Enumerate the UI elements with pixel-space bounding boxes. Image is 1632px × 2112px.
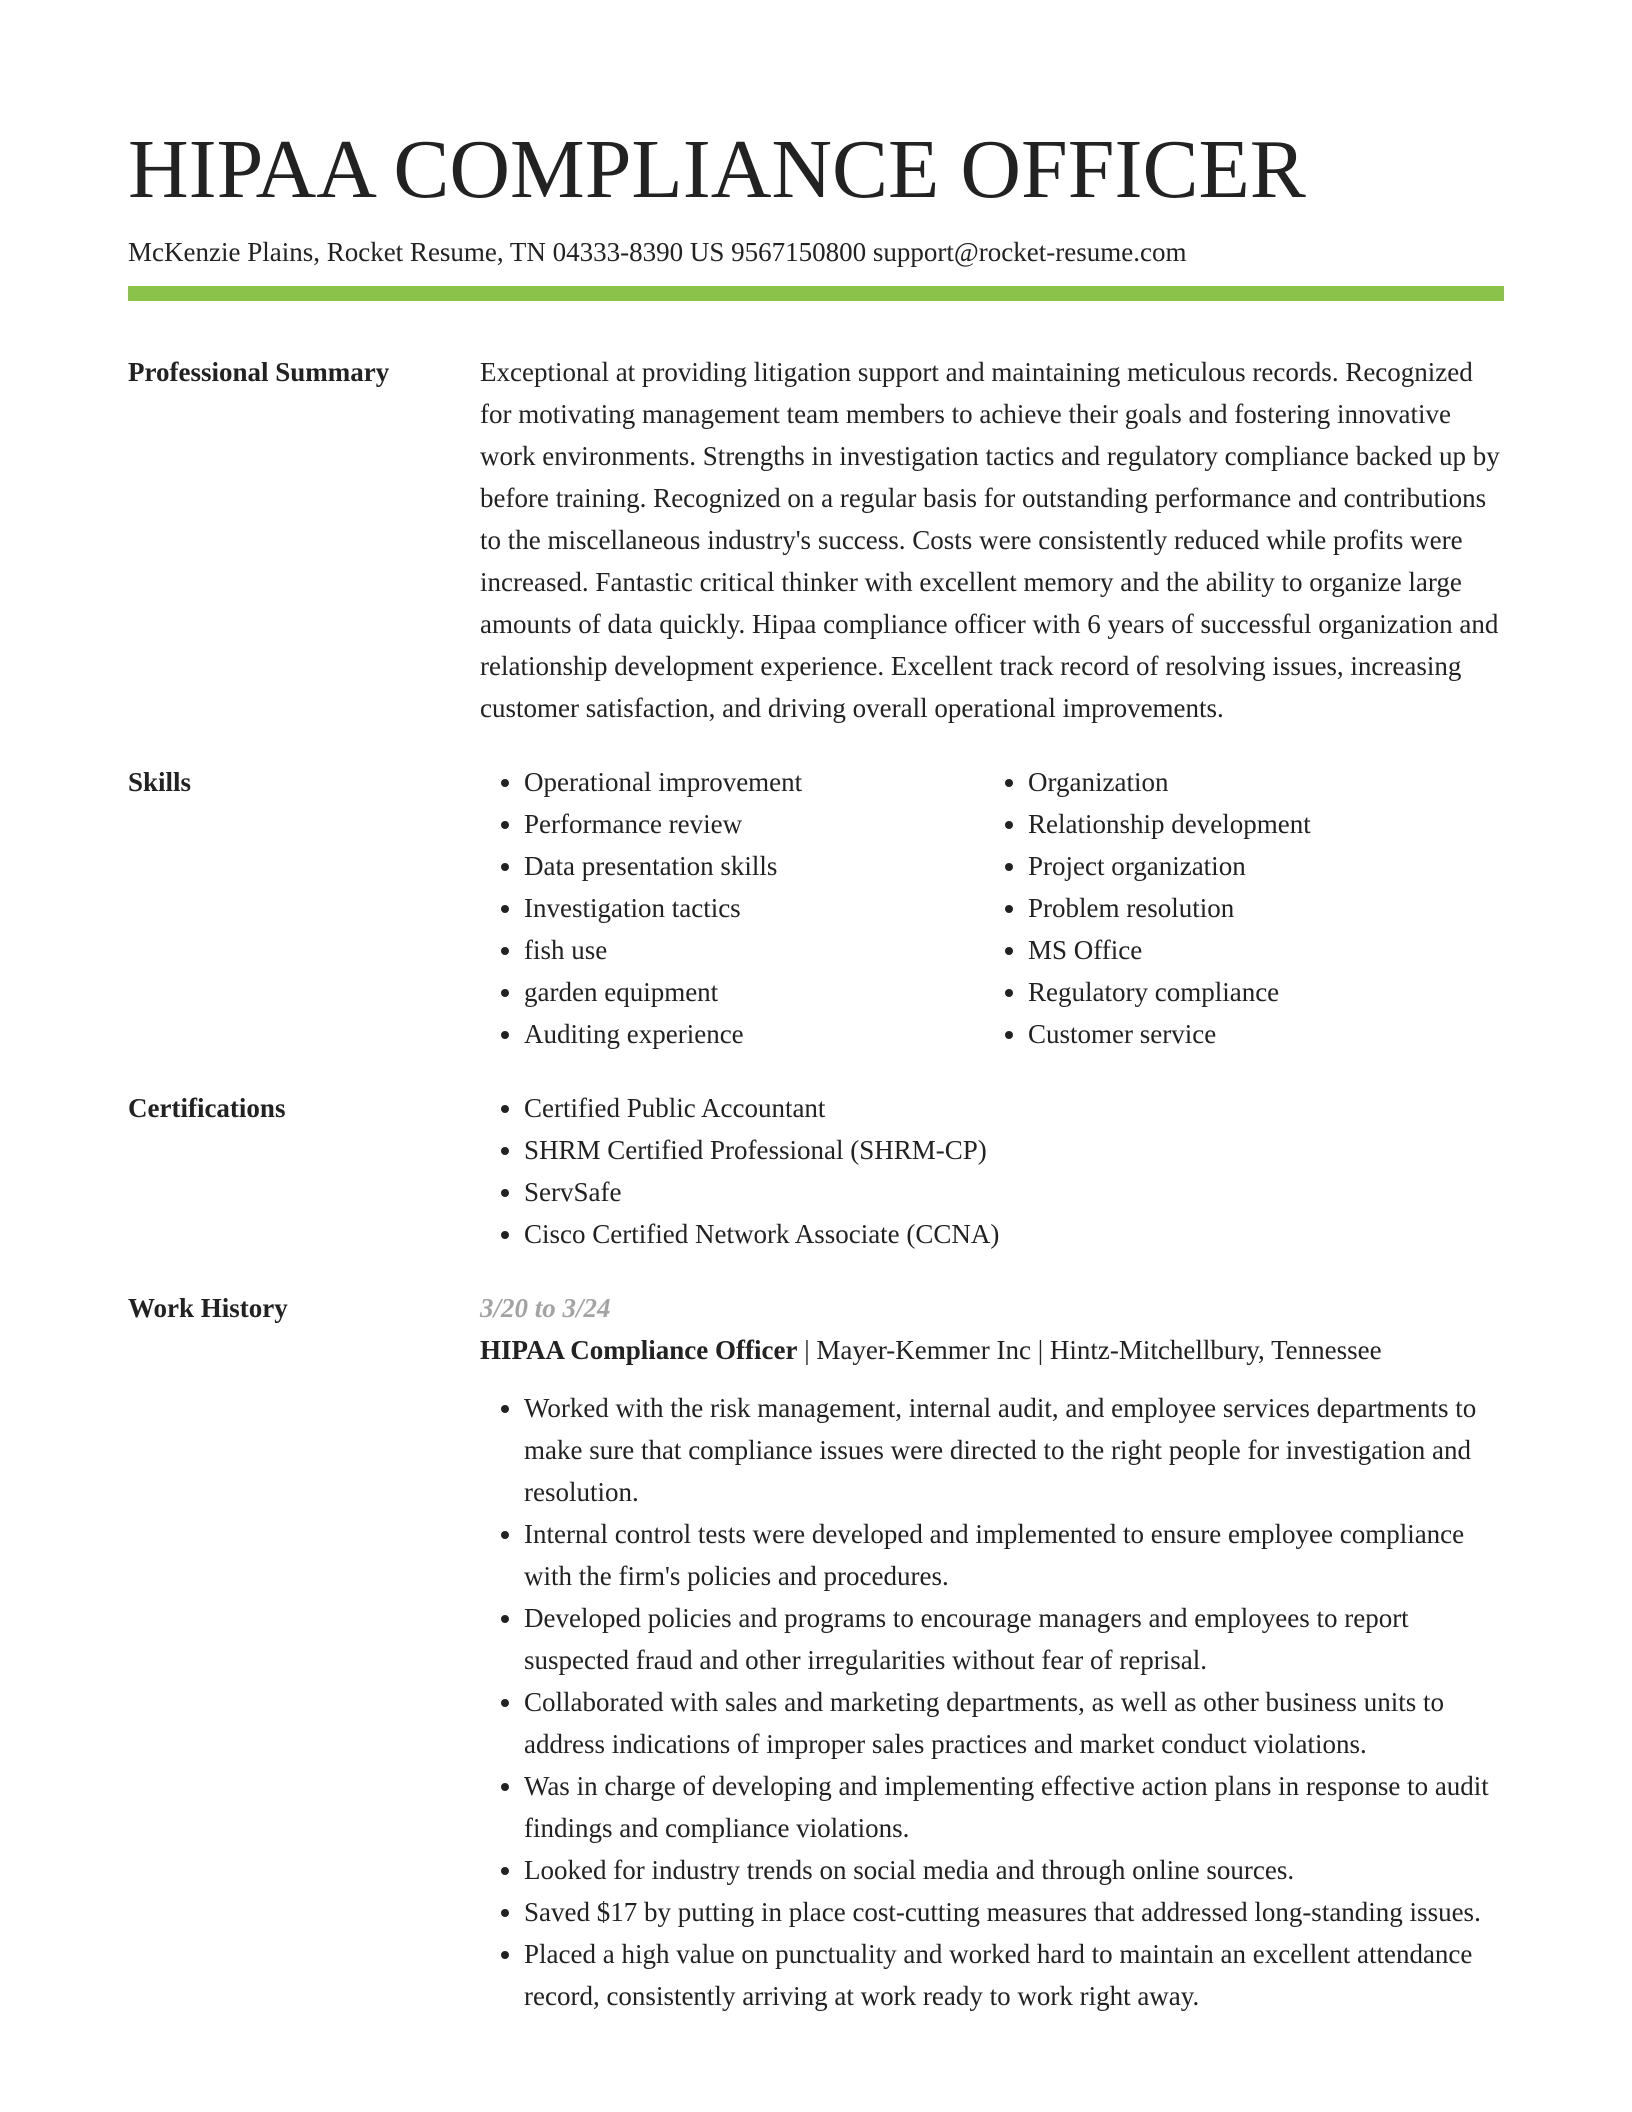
job-separator: | bbox=[797, 1335, 817, 1365]
job-location: Hintz-Mitchellbury, Tennessee bbox=[1049, 1335, 1382, 1365]
work-history-body bbox=[480, 1287, 1504, 2017]
job-company: Mayer-Kemmer Inc bbox=[816, 1335, 1031, 1365]
certification-item: • Cisco Certified Network Associate (CCNA) bbox=[524, 1213, 1504, 1255]
section-label-certifications: Certifications bbox=[128, 1093, 286, 1123]
skill-item: • Customer service bbox=[1028, 1013, 1504, 1055]
professional-summary-section bbox=[128, 351, 1504, 729]
job-bullet: • Placed a high value on punctuality and worked hard to maintain an excellent attendance record, consistently arriving at work ready to work right away. bbox=[524, 1933, 1504, 2017]
summary-body bbox=[480, 351, 1504, 729]
certifications-section bbox=[128, 1087, 1504, 1255]
skill-item: • Relationship development bbox=[1028, 803, 1504, 845]
skills-body bbox=[480, 761, 1504, 1055]
resume-page bbox=[128, 0, 1504, 2017]
accent-divider bbox=[128, 286, 1504, 301]
section-label-skills: Skills bbox=[128, 767, 192, 797]
skill-item: • Operational improvement bbox=[524, 761, 984, 803]
skills-grid bbox=[480, 761, 1504, 1055]
skills-column-right bbox=[984, 761, 1504, 1055]
job-bullet: • Worked with the risk management, internal audit, and employee services departments to make sure that compliance issues were directed to the right people for investigation and resolution. bbox=[524, 1387, 1504, 1513]
contact-line: McKenzie Plains, Rocket Resume, TN 04333-8390 US 9567150800 support@rocket-resume.com bbox=[128, 237, 1187, 267]
skill-item: • Regulatory compliance bbox=[1028, 971, 1504, 1013]
section-label-professional-summary: Professional Summary bbox=[128, 357, 390, 387]
skill-item: • Data presentation skills bbox=[524, 845, 984, 887]
skill-item: • Auditing experience bbox=[524, 1013, 984, 1055]
skill-item: • Problem resolution bbox=[1028, 887, 1504, 929]
certifications-list bbox=[480, 1087, 1504, 1255]
summary-text: Exceptional at providing litigation support and maintaining meticulous records. Recognized for motivating management team members to achieve their goals and fostering innovative work environments. Strengths in investigation tactics and regulatory compliance backed up by before training. Recognized on a regular basis for outstanding performance and contributions to the miscellaneous industry's success. Costs were consistently reduced while profits were increased. Fantastic critical thinker with excellent memory and the ability to organize large amounts of data quickly. Hipaa compliance officer with 6 years of successful organization and relationship development experience. Excellent track record of resolving issues, increasing customer satisfaction, and driving overall operational improvements. bbox=[480, 357, 1500, 723]
job-title: HIPAA Compliance Officer bbox=[480, 1335, 798, 1365]
skill-item: • Performance review bbox=[524, 803, 984, 845]
skill-item: • fish use bbox=[524, 929, 984, 971]
skill-item: • garden equipment bbox=[524, 971, 984, 1013]
skills-list-right bbox=[984, 761, 1504, 1055]
skills-column-left bbox=[480, 761, 984, 1055]
job-bullet: • Internal control tests were developed and implemented to ensure employee compliance with the firm's policies and procedures. bbox=[524, 1513, 1504, 1597]
job-bullet: • Saved $17 by putting in place cost-cutting measures that addressed long-standing issues. bbox=[524, 1891, 1504, 1933]
certification-item: • Certified Public Accountant bbox=[524, 1087, 1504, 1129]
certifications-body bbox=[480, 1087, 1504, 1255]
skill-item: • Organization bbox=[1028, 761, 1504, 803]
resume-title: HIPAA COMPLIANCE OFFICER bbox=[128, 123, 1306, 216]
job-dates: 3/20 to 3/24 bbox=[480, 1293, 611, 1323]
certification-item: • SHRM Certified Professional (SHRM-CP) bbox=[524, 1129, 1504, 1171]
skills-section bbox=[128, 761, 1504, 1055]
job-bullet: • Collaborated with sales and marketing departments, as well as other business units to address indications of improper sales practices and market conduct violations. bbox=[524, 1681, 1504, 1765]
job-separator: | bbox=[1030, 1335, 1050, 1365]
skill-item: • Project organization bbox=[1028, 845, 1504, 887]
skill-item: • Investigation tactics bbox=[524, 887, 984, 929]
certification-item: • ServSafe bbox=[524, 1171, 1504, 1213]
section-label-work-history: Work History bbox=[128, 1293, 288, 1323]
job-bullets bbox=[480, 1387, 1504, 2017]
job-bullet: • Looked for industry trends on social media and through online sources. bbox=[524, 1849, 1504, 1891]
skills-list-left bbox=[480, 761, 984, 1055]
skill-item: • MS Office bbox=[1028, 929, 1504, 971]
work-history-section bbox=[128, 1287, 1504, 2017]
job-heading bbox=[480, 1329, 1504, 1371]
job-bullet: • Was in charge of developing and implementing effective action plans in response to audit findings and compliance violations. bbox=[524, 1765, 1504, 1849]
job-bullet: • Developed policies and programs to encourage managers and employees to report suspected fraud and other irregularities without fear of reprisal. bbox=[524, 1597, 1504, 1681]
